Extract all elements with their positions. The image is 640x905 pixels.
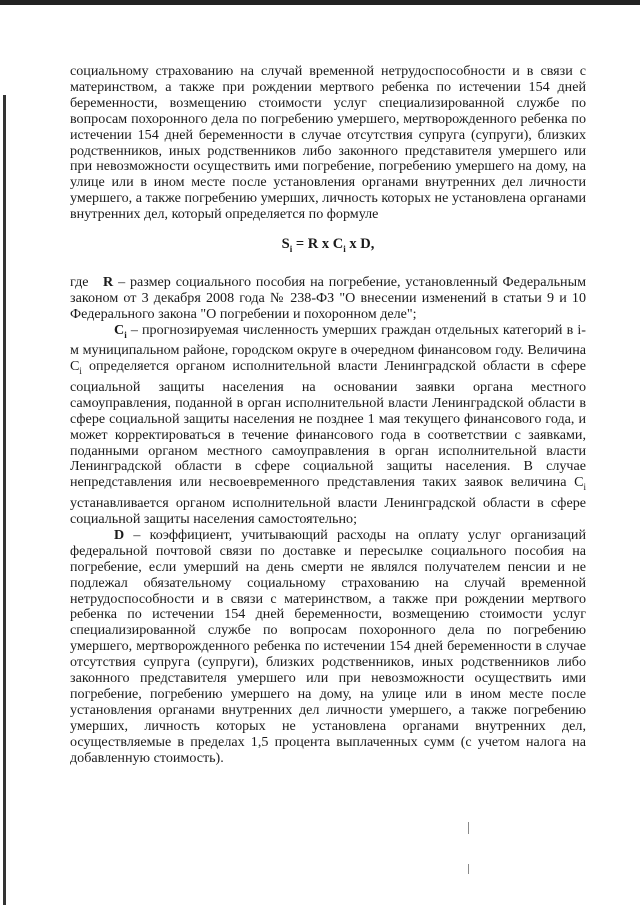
c-text-subscript-2: i: [583, 482, 586, 493]
r-text: – размер социального пособия на погребение, установленный Федеральным законом от 3 декабря 2008 года № 238-ФЗ "О внесении изменений в статьи 9 и 10 Федерального закона "О погребении и похоронном деле";: [70, 273, 586, 322]
r-term: R: [103, 273, 114, 290]
scan-left-border: [3, 95, 6, 905]
scan-speck: [468, 864, 469, 874]
formula-rest: x D,: [345, 236, 375, 253]
c-text-1: – прогнозируемая численность умерших граждан отдельных категорий в i-м муниципальном районе, городском округе в очередном финансовом году. Величина C: [70, 321, 586, 375]
formula-c-subscript: i: [343, 243, 346, 254]
c-text-subscript-1: i: [79, 366, 82, 377]
c-definition: [70, 323, 586, 528]
d-text: – коэффициент, учитывающий расходы на оплату услуг организаций федеральной почтовой связи по доставке и пересылке социального пособия на погребение, если умерший на день смерти не являлся получателем пенсии и не подлежал обязательному социальному страхованию на случай временной нетрудоспособности и в связи с материнством, а также при рождении мертвого ребенка по истечении 154 дней беременности, возмещению стоимости услуг специализированной службе по вопросам похоронного дела по погребению умершего, мертворожденного ребенка по истечении 154 дней беременности в случае отсутствия супруга (супруги), близких родственников, иных родственников либо законного представителя умершего или при невозможности осуществить ими погребение, погребению умершего на дому, на улице или в ином месте после установления органами внутренних дел личности умершего, а также погребению умерших, личность которых не установлена органами внутренних дел, осуществляемые в пределах 1,5 процента выплаченных сумм (с учетом налога на добавленную стоимость).: [70, 526, 586, 766]
document-page: [70, 64, 586, 766]
formula-lhs-subscript: i: [289, 243, 293, 254]
c-term-letter: C: [114, 321, 125, 338]
c-term: [114, 322, 127, 338]
formula-lhs: S: [281, 236, 290, 253]
c-text-3: устанавливается органом исполнительной власти Ленинградской области в сфере социальной защиты населения самостоятельно;: [70, 495, 586, 527]
formula: [70, 237, 586, 258]
c-text-2: определяется органом исполнительной власти Ленинградской области в сфере социальной защиты населения на основании заявки органа местного самоуправления, поданной в орган исполнительной власти Ленинградской области в сфере социальной защиты населения не позднее 1 мая текущего финансового года, и может корректироваться в течение финансового года в соответствии с заявками, поданными органом местного самоуправления в орган исполнительной власти Ленинградской области в сфере социальной защиты населения. В случае непредставления или несвоевременного представления таких заявок величина C: [70, 358, 586, 491]
formula-eq: = R x C: [292, 236, 344, 253]
where-prefix: где: [70, 273, 89, 290]
scan-speck: [468, 822, 469, 834]
d-term: D: [114, 526, 125, 543]
d-definition: [70, 528, 586, 767]
r-definition: [70, 275, 586, 323]
scan-top-border: [0, 0, 640, 5]
c-term-subscript: i: [124, 329, 127, 340]
opening-paragraph: социальному страхованию на случай временной нетрудоспособности и в связи с материнством, а также при рождении мертвого ребенка по истечении 154 дней беременности, возмещению стоимости услуг специализированной службе по вопросам похоронного дела по погребению умершего, мертворожденного ребенка по истечении 154 дней беременности в случае отсутствия супруга (супруги), близких родственников, иных родственников либо законного представителя умершего или при невозможности осуществить ими погребение, погребению умершего на дому, на улице или в ином месте после установления органами внутренних дел личности умершего, а также погребению умерших, личность которых не установлена органами внутренних дел, который определяется по формуле: [70, 63, 586, 223]
